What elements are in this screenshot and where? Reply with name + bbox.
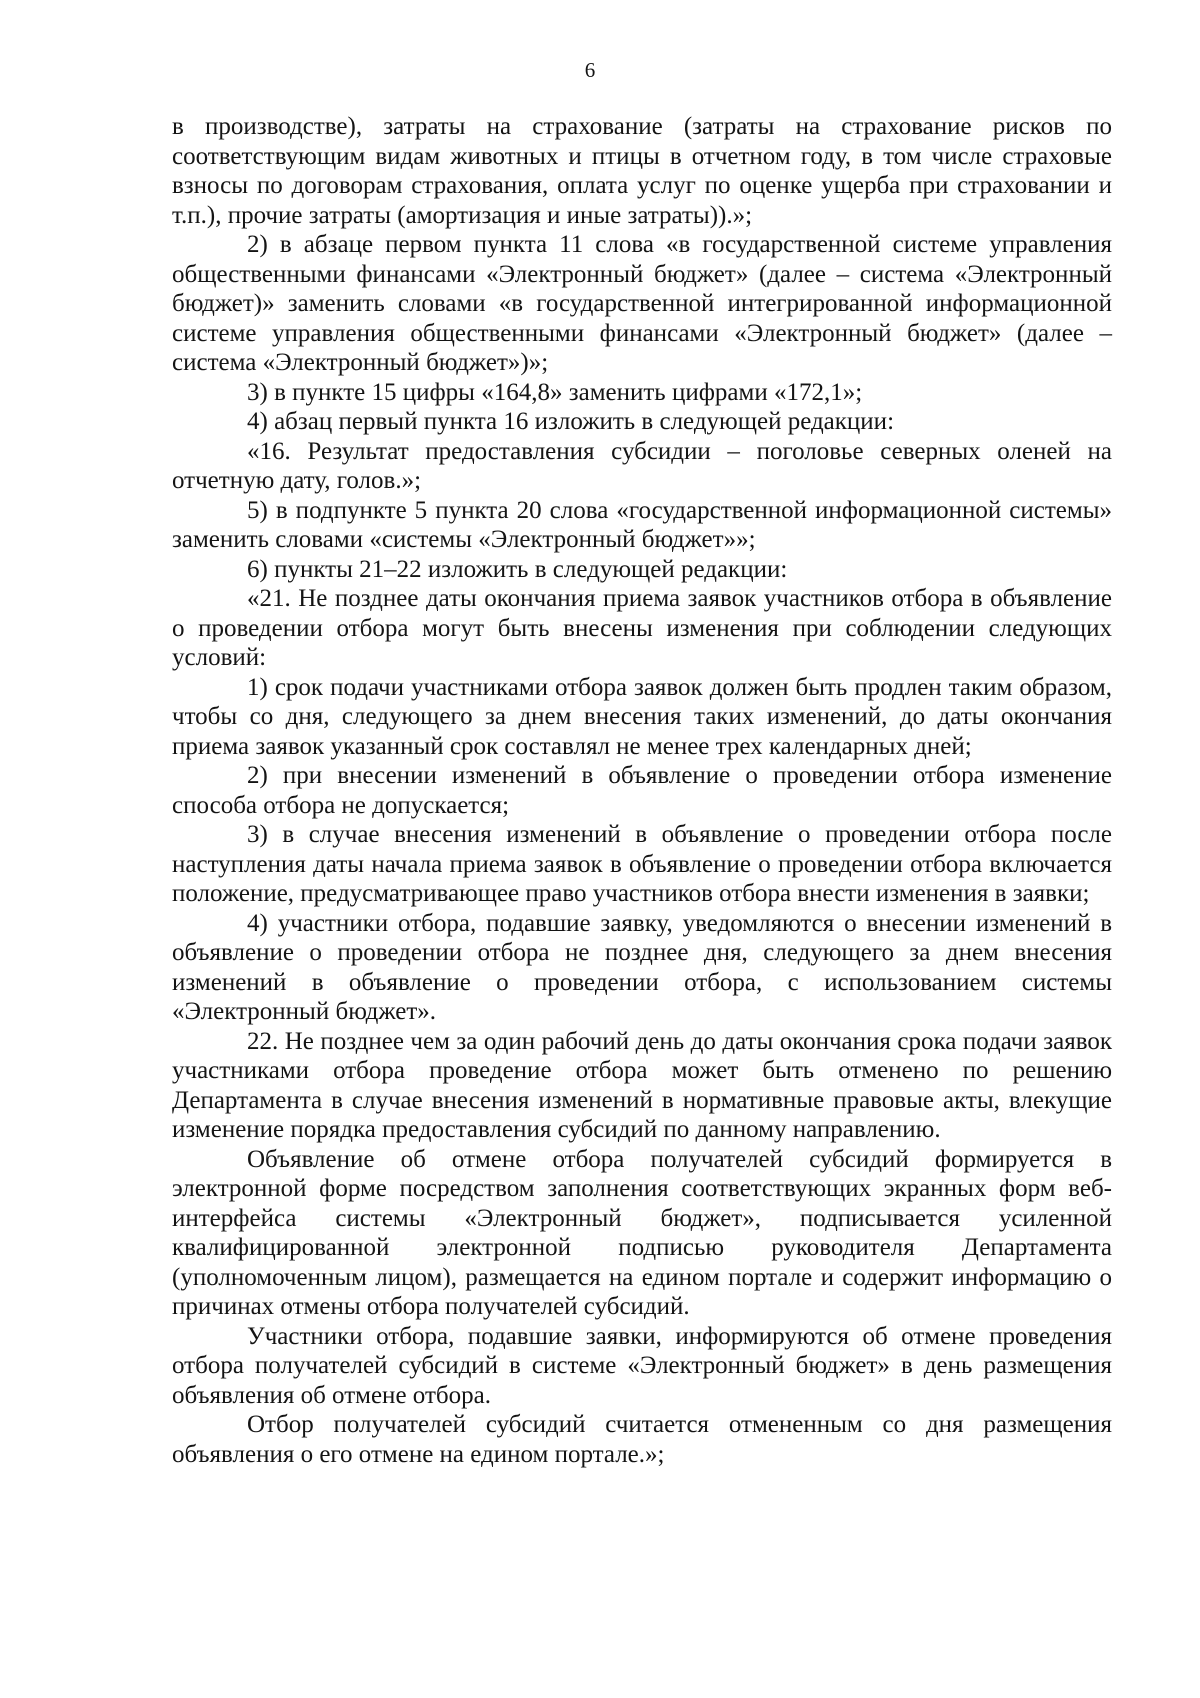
paragraph-participants-informed: Участники отбора, подавшие заявки, информируются об отмене проведения отбора получателей субсидий в системе «Электронный бюджет» в день размещения объявления об отмене отбора. [172,1322,1112,1409]
paragraph-continuation: в производстве), затраты на страхование (затраты на страхование рисков по соответствующим видам животных и птицы в отчетном году, в том числе страховые взносы по договорам страхования, оплата услуг по оценке ущерба при страховании и т.п.), прочие затраты (амортизация и иные затраты)).»; [172,113,1112,229]
document-body [172,112,1112,1469]
paragraph-condition-4: 4) участники отбора, подавшие заявку, уведомляются о внесении изменений в объявление о проведении отбора не позднее дня, следующего за днем внесения изменений в объявление о проведении отбора, с использованием системы «Электронный бюджет». [172,909,1112,1025]
paragraph-clause-21: «21. Не позднее даты окончания приема заявок участников отбора в объявление о проведении отбора могут быть внесены изменения при соблюдении следующих условий: [172,585,1112,671]
paragraph-item-2: 2) в абзаце первом пункта 11 слова «в государственной системе управления общественными финансами «Электронный бюджет» (далее – система «Электронный бюджет)» заменить словами «в государственной интегрированной информационной системе управления общественными финансами «Электронный бюджет» (далее – система «Электронный бюджет»)»; [172,231,1112,376]
paragraph-clause-22: 22. Не позднее чем за один рабочий день до даты окончания срока подачи заявок участниками отбора проведение отбора может быть отменено по решению Департамента в случае внесения изменений в нормативные правовые акты, влекущие изменение порядка предоставления субсидий по данному направлению. [172,1027,1112,1143]
paragraph-item-3: 3) в пункте 15 цифры «164,8» заменить цифрами «172,1»; [247,378,863,406]
paragraph-selection-cancelled: Отбор получателей субсидий считается отмененным со дня размещения объявления о его отмене на едином портале.»; [172,1411,1112,1468]
paragraph-condition-2: 2) при внесении изменений в объявление о проведении отбора изменение способа отбора не допускается; [172,762,1112,819]
paragraph-cancellation-notice: Объявление об отмене отбора получателей субсидий формируется в электронной форме посредством заполнения соответствующих экранных форм веб-интерфейса системы «Электронный бюджет», подписывается усиленной квалифицированной электронной подписью руководителя Департамента (уполномоченным лицом), размещается на едином портале и содержит информацию о причинах отмены отбора получателей субсидий. [172,1145,1112,1320]
page-number: 6 [584,58,596,82]
paragraph-condition-3: 3) в случае внесения изменений в объявление о проведении отбора после наступления даты начала приема заявок в объявление о проведении отбора включается положение, предусматривающее право участников отбора внести изменения в заявки; [172,821,1112,907]
paragraph-item-6: 6) пункты 21–22 изложить в следующей редакции: [247,555,788,583]
paragraph-item-5: 5) в подпункте 5 пункта 20 слова «государственной информационной системы» заменить словами «системы «Электронный бюджет»»; [172,496,1112,553]
paragraph-item-4: 4) абзац первый пункта 16 изложить в следующей редакции: [247,408,895,435]
paragraph-condition-1: 1) срок подачи участниками отбора заявок должен быть продлен таким образом, чтобы со дня, следующего за днем внесения таких изменений, до даты окончания приема заявок указанный срок составлял не менее трех календарных дней; [172,673,1112,760]
paragraph-clause-16: «16. Результат предоставления субсидии – поголовье северных оленей на отчетную дату, голов.»; [172,437,1112,494]
